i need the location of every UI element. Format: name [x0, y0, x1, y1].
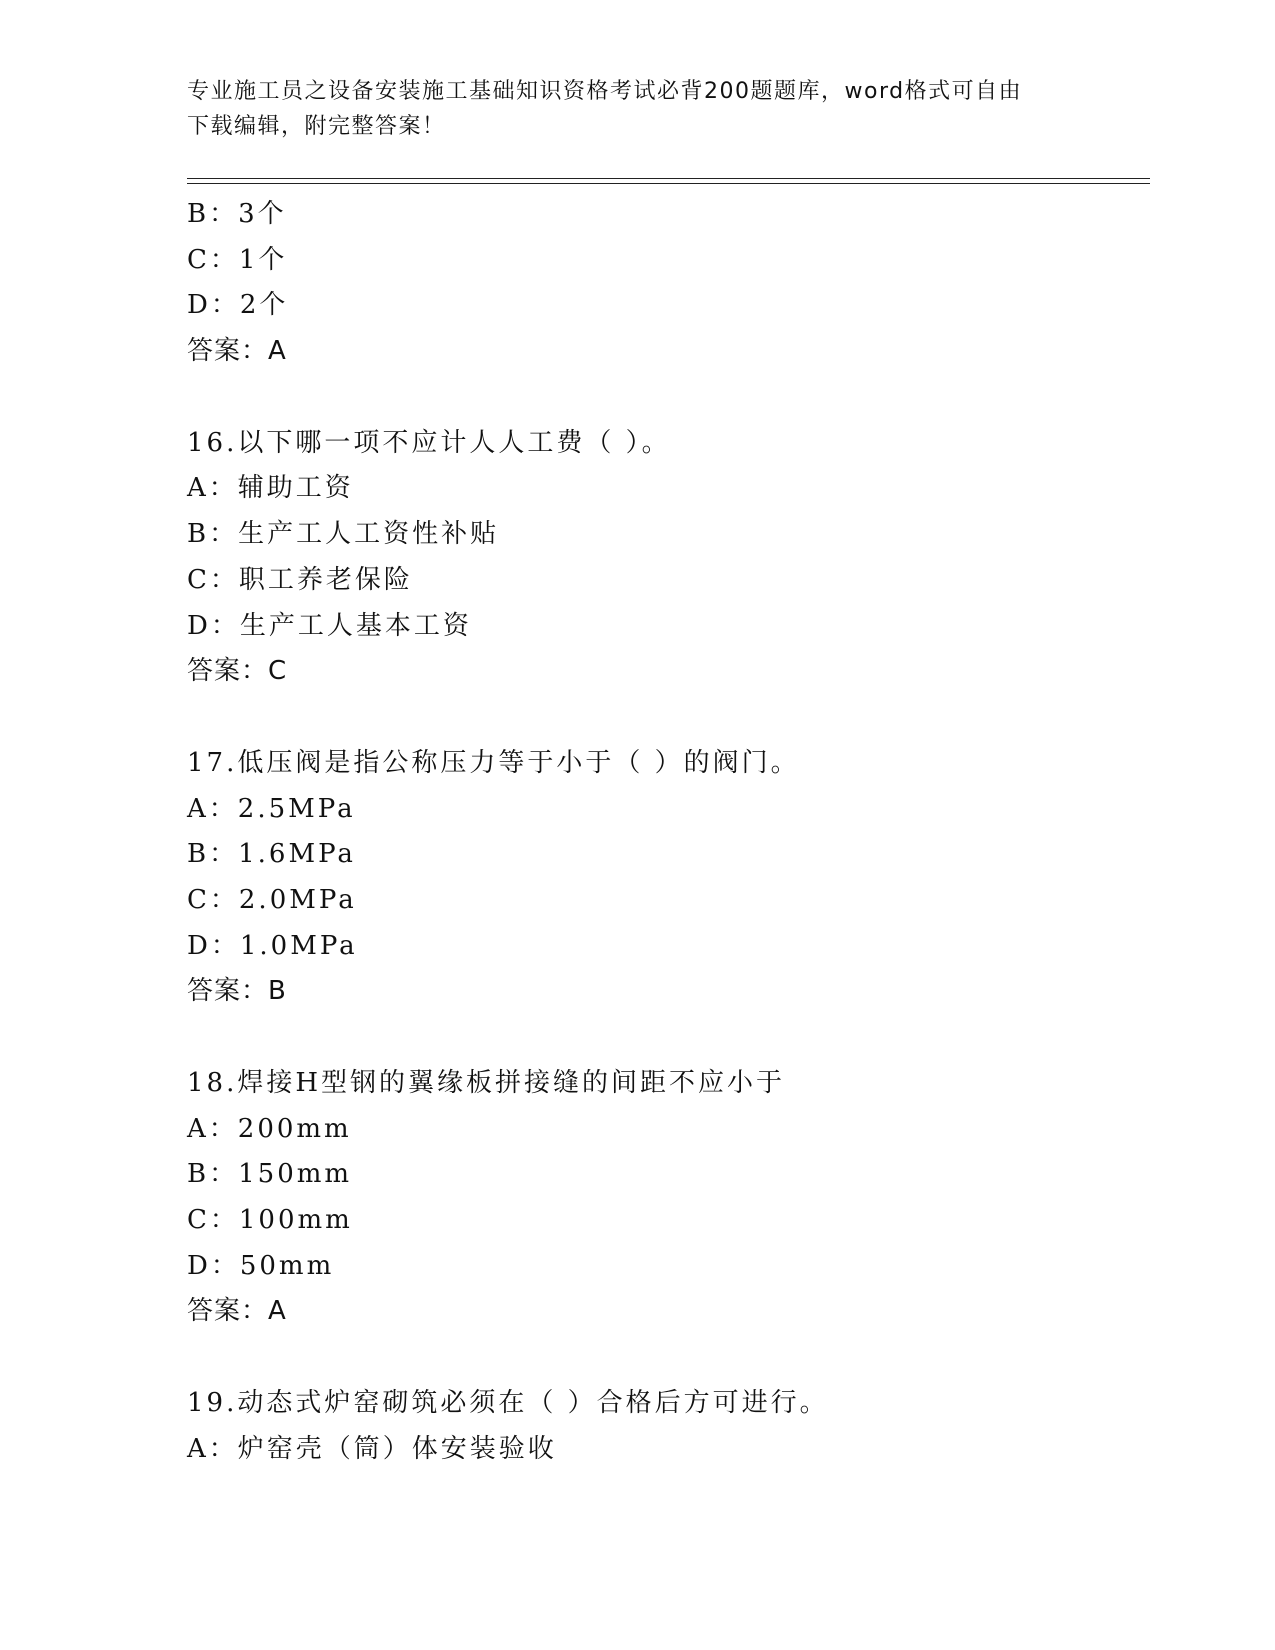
option-b: B：3个: [187, 199, 287, 229]
option-b: B：生产工人工资性补贴: [187, 519, 500, 550]
header-title-line-2: 下载编辑，附完整答案！: [187, 114, 446, 139]
option-b: B：1.6MPa: [187, 839, 356, 870]
option-b: B：150mm: [187, 1159, 353, 1190]
question-18: [187, 1061, 1150, 1335]
option-c: C：100mm: [187, 1205, 353, 1236]
answer-line: 答案：B: [187, 976, 287, 1007]
option-c: C：2.0MPa: [187, 884, 357, 915]
question-stem: 19.动态式炉窑砌筑必须在（ ）合格后方可进行。: [187, 1388, 829, 1419]
answer-line: 答案：C: [187, 656, 288, 687]
option-d: D：1.0MPa: [187, 930, 358, 961]
question-19: [187, 1381, 1150, 1472]
question-stem: 16.以下哪一项不应计人人工费（ ）。: [187, 427, 671, 458]
option-d: D：生产工人基本工资: [187, 610, 472, 641]
question-stem: 18.焊接H型钢的翼缘板拼接缝的间距不应小于: [187, 1068, 786, 1098]
option-d: D：50mm: [187, 1250, 335, 1281]
question-list: [187, 192, 1150, 1473]
header-title-line-1: 专业施工员之设备安装施工基础知识资格考试必背200题题库，word格式可自由: [187, 79, 1023, 104]
question-16: [187, 421, 1150, 695]
header-divider: [187, 178, 1150, 184]
option-d: D：2个: [187, 290, 289, 321]
question-17: [187, 741, 1150, 1015]
document-header: [187, 74, 1067, 144]
option-a: A：炉窑壳（筒）体安装验收: [187, 1433, 557, 1464]
option-a: A：辅助工资: [187, 473, 354, 504]
option-c: C：职工养老保险: [187, 564, 413, 595]
option-a: A：200mm: [187, 1113, 352, 1144]
answer-line: 答案：A: [187, 336, 287, 367]
option-a: A：2.5MPa: [187, 793, 356, 824]
answer-line: 答案：A: [187, 1296, 287, 1327]
option-c: C：1个: [187, 244, 288, 275]
question-stem: 17.低压阀是指公称压力等于小于（ ）的阀门。: [187, 747, 800, 778]
question-15-continued: [187, 192, 1150, 375]
